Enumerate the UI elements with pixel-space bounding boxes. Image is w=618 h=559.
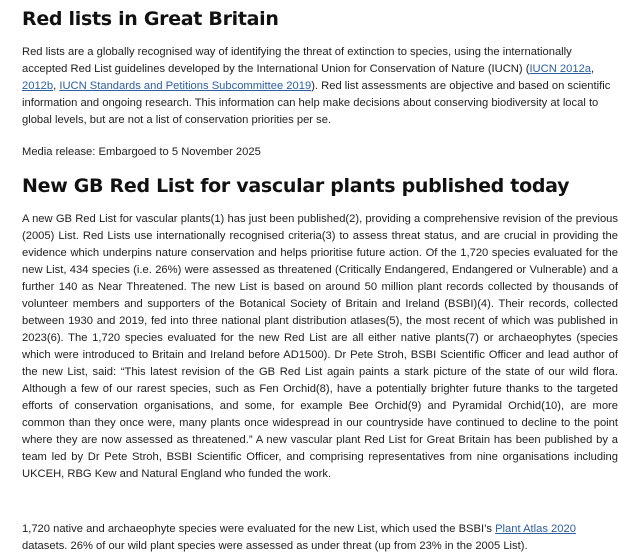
link-2012b[interactable]: 2012b <box>22 80 54 92</box>
link-iucn-standards-2019[interactable]: IUCN Standards and Petitions Subcommittee 2019 <box>59 80 312 92</box>
section-heading-new-gb-red-list: New GB Red List for vascular plants published today <box>22 175 570 197</box>
link-separator: , <box>53 80 60 92</box>
link-plant-atlas-2020[interactable]: Plant Atlas 2020 <box>495 523 576 535</box>
link-iucn-2012a[interactable]: IUCN 2012a <box>529 63 592 75</box>
news-paragraph-2 <box>22 521 618 555</box>
news-paragraph-1: A new GB Red List for vascular plants(1) has just been published(2), providing a comprehensive revision of the previous (2005) List. Red Lists use internationally recognised criteria(3) to assess threat status, and are crucial in providing the evidence which underpins nature conservation and helps prioritise future action. Of the 1,720 species evaluated for the new List, 434 species (i.e. 26%) were assessed as threatened (Critically Endangered, Endangered or Vulnerable) and a further 140 as Near Threatened. The new List is based on around 50 million plant records collected by thousands of volunteer members and supporters of the Botanical Society of Britain and Ireland (BSBI)(4). Their records, collected between 1930 and 2019, fed into three national plant distribution atlases(5), the most recent of which was published in 2023(6). The 1,720 species evaluated for the new Red List are all either native plants(7) or archaeophytes (species which were introduced to Britain and Ireland before AD1500). Dr Pete Stroh, BSBI Scientific Officer and lead author of the new List, said: “This latest revision of the GB Red List again paints a stark picture of the state of our wild flora. Although a few of our rarest species, such as Fen Orchid(8), have a potentially brighter future thanks to the targeted efforts of conservation organisations, and some, for example Bee Orchid(9) and Pyramidal Orchid(10), are more common than they once were, many plants once widespread in our countryside have continued to decline to the point where they are now assessed as threatened.” A new vascular plant Red List for Great Britain has been published by a team led by Dr Pete Stroh, BSBI Scientific Officer, and comprising representatives from nine organisations including UKCEH, RBG Kew and Natural England who funded the work. <box>22 213 618 480</box>
intro-text-end: ). Red list assessments are objective and based on scientific information and ongoing research. This information can help make decisions about conserving biodiversity at local to global levels, but are not a list of conservation priorities per se. <box>22 80 611 126</box>
news-paragraph-2-end: datasets. 26% of our wild plant species were assessed as under threat (up from 23% in the 2005 List). <box>22 540 528 552</box>
intro-paragraph <box>22 44 618 129</box>
intro-text-start: Red lists are a globally recognised way of identifying the threat of extinction to species, using the internationally accepted Red List guidelines developed by the International Union for Conservation of Nature (IUCN) ( <box>22 46 572 75</box>
link-separator: , <box>591 63 595 75</box>
news-paragraph-2-start: 1,720 native and archaeophyte species were evaluated for the new List, which used the BSBI’s <box>22 523 496 535</box>
section-heading-red-lists: Red lists in Great Britain <box>22 8 279 30</box>
media-release-line: Media release: Embargoed to 5 November 2025 <box>22 146 261 158</box>
